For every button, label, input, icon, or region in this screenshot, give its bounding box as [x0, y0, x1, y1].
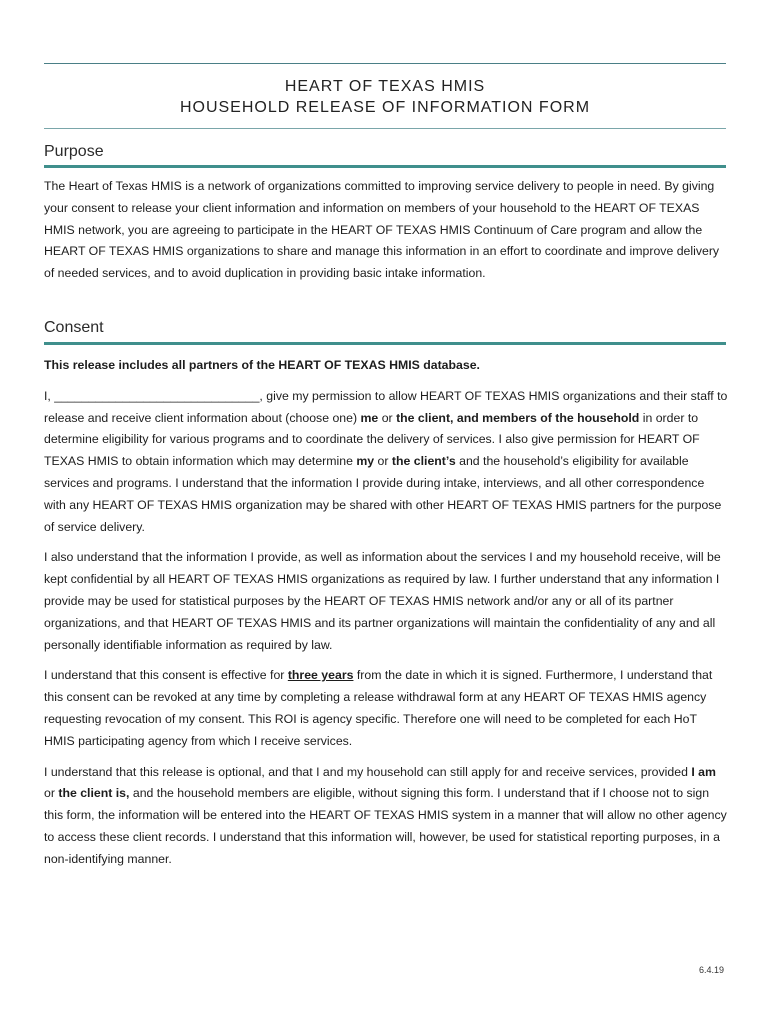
version-footer: 6.4.19 [698, 965, 724, 975]
top-divider [44, 63, 726, 64]
purpose-heading: Purpose [44, 143, 104, 160]
consent-body [44, 355, 728, 871]
title-line-1: HEART OF TEXAS HMIS [284, 78, 486, 95]
title-line-2: HOUSEHOLD RELEASE OF INFORMATION FORM [179, 99, 591, 116]
consent-paragraph-4: I understand that this release is optional, and that I and my household can still apply for and receive services, provided I am or the client is, and the household members are eligible, without signing this form. I understand that if I choose not to sign this form, the information will be entered into the HEART OF TEXAS HMIS system in a manner that will allow no other agency to access these client records. I understand that this information will, however, be used for statistical reporting purposes, in a non-identifying manner. [44, 764, 727, 866]
consent-paragraph-2: I also understand that the information I provide, as well as information about the services I and my household receive, will be kept confidential by all HEART OF TEXAS HMIS organizations as required by law. I further understand that any information I provide may be used for statistical purposes by the HEART OF TEXAS HMIS network and/or any or all of its partner organizations, and that HEART OF TEXAS HMIS and its partner organizations will maintain the confidentiality of any and all personally identifiable information as required by law. [44, 550, 721, 652]
purpose-text: The Heart of Texas HMIS is a network of organizations committed to improving service delivery to people in need. By giving your consent to release your client information and information on members of your household to the HEART OF TEXAS HMIS network, you are agreeing to participate in the HEART OF TEXAS HMIS Continuum of Care program and allow the HEART OF TEXAS HMIS organizations to share and manage this information in an effort to coordinate and improve delivery of needed services, and to avoid duplication in providing basic intake information. [44, 179, 720, 281]
purpose-divider [44, 165, 726, 168]
consent-lead: This release includes all partners of the HEART OF TEXAS HMIS database. [44, 358, 480, 372]
title-divider [44, 128, 726, 129]
consent-paragraph-1: I, ______________________________, give my permission to allow HEART OF TEXAS HMIS organizations and their staff to release and receive client information about (choose one) me or the client, and members of the household in order to determine eligibility for various programs and to coordinate the delivery of services. I also give permission for HEART OF TEXAS HMIS to obtain information which may determine my or the client’s and the household’s eligibility for available services and programs. I understand that the information I provide during intake, interviews, and all other correspondence with any HEART OF TEXAS HMIS organization may be shared with other HEART OF TEXAS HMIS partners for the purpose of service delivery. [44, 388, 728, 534]
purpose-paragraph [44, 176, 728, 285]
consent-heading: Consent [44, 319, 104, 336]
consent-paragraph-3: I understand that this consent is effective for three years from the date in which it is signed. Furthermore, I understand that this consent can be revoked at any time by completing a release withdrawal form at any HEART OF TEXAS HMIS agency requesting revocation of my consent. This ROI is agency specific. Therefore one will need to be completed for each HoT HMIS participating agency from which I receive services. [44, 668, 713, 748]
consent-divider [44, 342, 726, 345]
form-title [44, 76, 726, 118]
